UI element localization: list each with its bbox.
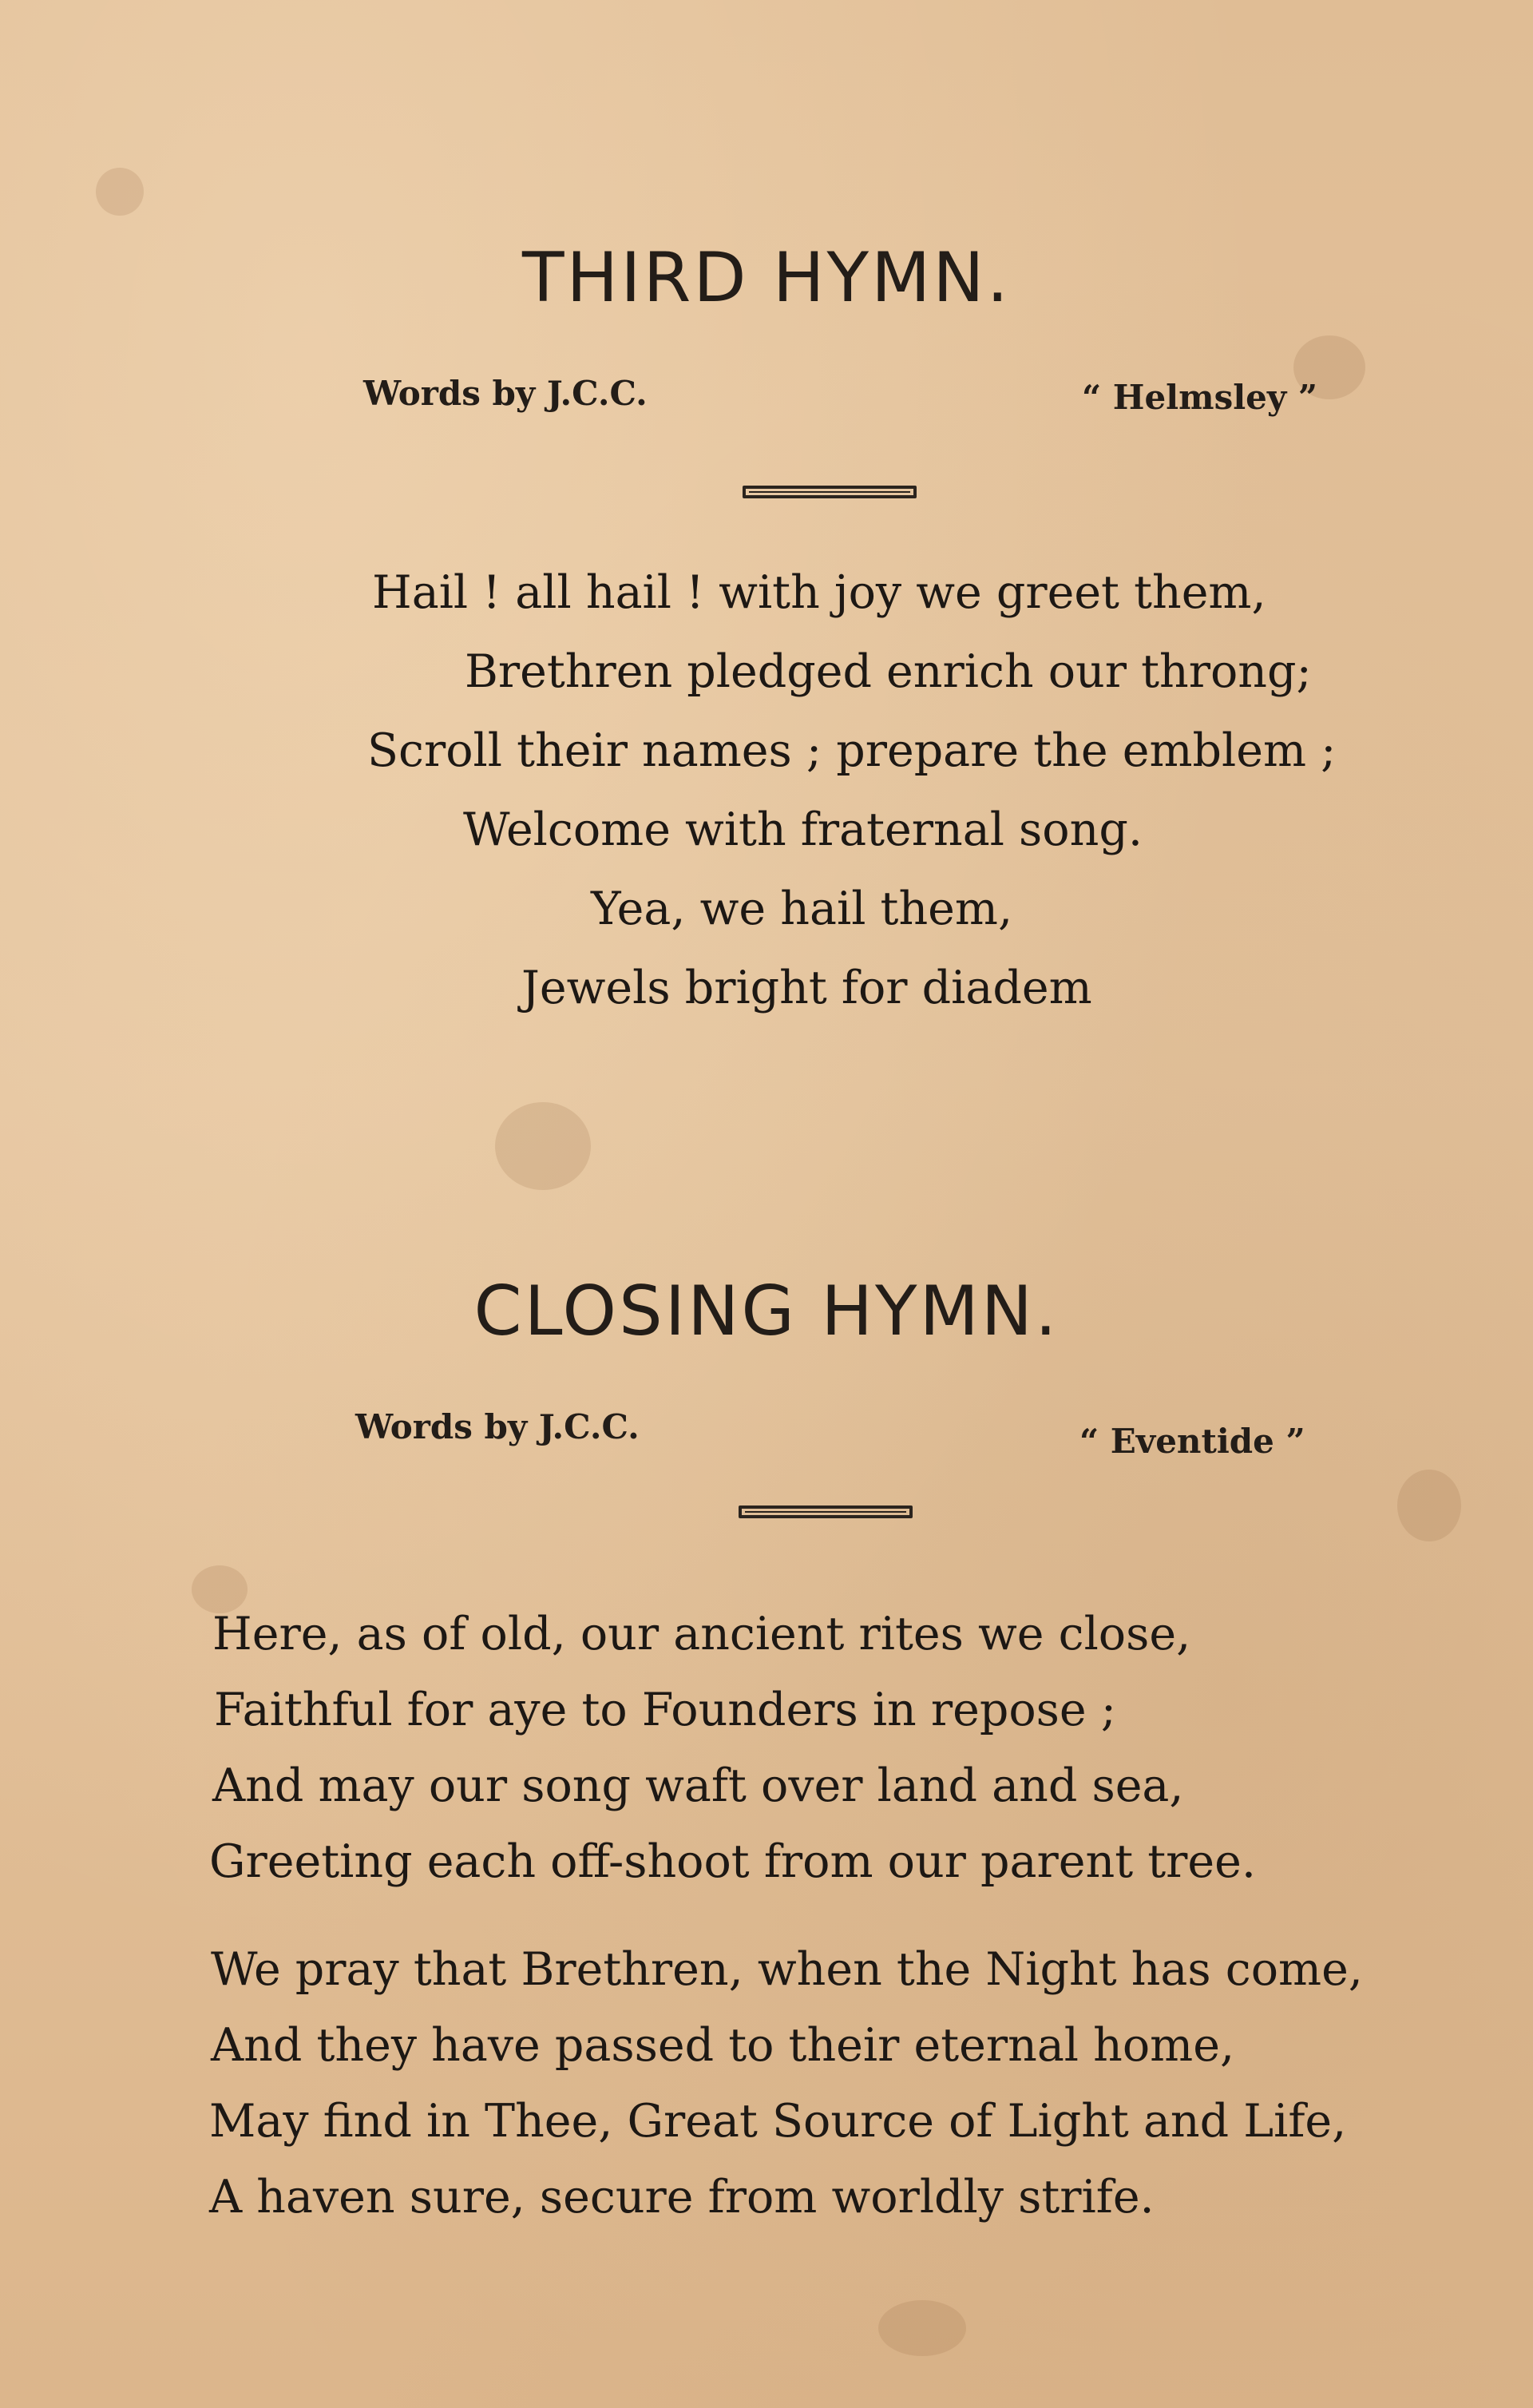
verse-line: Welcome with fraternal song. — [463, 803, 1143, 856]
third-hymn-title: THIRD HYMN. — [522, 238, 1011, 318]
paper-stain — [495, 1102, 591, 1190]
verse-line: And they have passed to their eternal home, — [211, 2019, 1235, 2072]
verse-line: Jewels bright for diadem — [521, 962, 1092, 1014]
verse-line: Yea, we hail them, — [591, 883, 1013, 935]
paper-stain — [96, 168, 144, 216]
verse-line: Brethren pledged enrich our throng; — [465, 645, 1312, 698]
third-hymn-words-by: Words by J.C.C. — [363, 374, 648, 413]
verse-line: Here, as of old, our ancient rites we close, — [212, 1608, 1191, 1660]
verse-line: A haven sure, secure from worldly strife. — [209, 2171, 1155, 2224]
verse-line: Scroll their names ; prepare the emblem ; — [367, 724, 1337, 777]
verse-line: Hail ! all hail ! with joy we greet them, — [372, 566, 1266, 619]
verse-line: Faithful for aye to Founders in repose ; — [214, 1684, 1116, 1736]
closing-hymn-words-by: Words by J.C.C. — [355, 1407, 640, 1446]
third-hymn-tune: “ Helmsley ” — [1082, 378, 1318, 417]
verse-line: We pray that Brethren, when the Night has come, — [211, 1943, 1363, 1996]
closing-hymn-tune: “ Eventide ” — [1079, 1422, 1305, 1461]
closing-hymn-title: CLOSING HYMN. — [473, 1271, 1060, 1351]
paper-stain — [1397, 1470, 1461, 1541]
verse-line: And may our song waft over land and sea, — [212, 1759, 1184, 1812]
closing-hymn-divider — [739, 1505, 913, 1518]
verse-line: Greeting each off-shoot from our parent tree. — [209, 1835, 1256, 1888]
third-hymn-divider — [743, 486, 917, 498]
verse-line: May find in Thee, Great Source of Light and Life, — [209, 2095, 1347, 2148]
paper-stain — [878, 2300, 966, 2356]
paper-stain — [192, 1565, 248, 1613]
